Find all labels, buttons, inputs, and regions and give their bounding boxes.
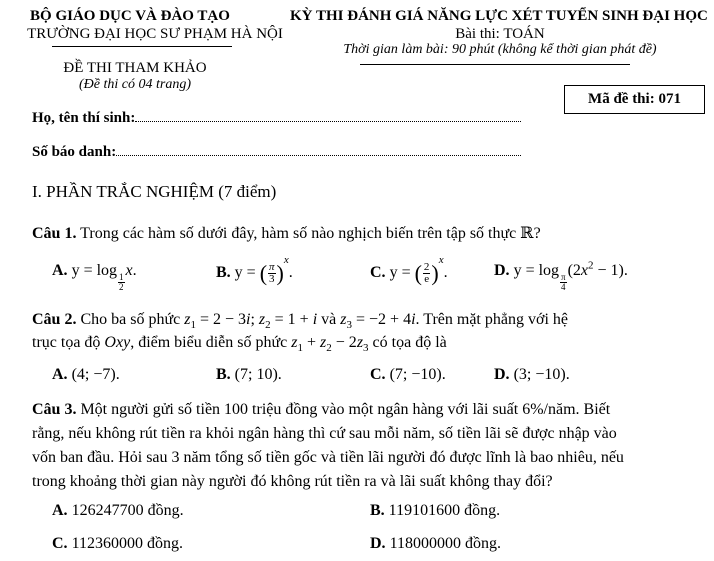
q1-option-b[interactable] — [216, 253, 293, 286]
q2-option-a-key: A. — [52, 366, 68, 383]
q2-option-a-value: (4; −7). — [71, 366, 120, 383]
q1-option-d[interactable] — [494, 259, 628, 293]
q1-option-c[interactable] — [370, 253, 448, 286]
q3-option-c-key: C. — [52, 535, 68, 552]
question-1-label: Câu 1. — [32, 225, 77, 242]
section-title: I. PHẦN TRẮC NGHIỆM (7 điểm) — [32, 182, 277, 201]
candidate-name-label: Họ, tên thí sinh: — [32, 110, 136, 126]
q3-option-a-key: A. — [52, 502, 68, 519]
q2-option-c-value: (7; −10). — [389, 366, 446, 383]
question-3-label: Câu 3. — [32, 401, 77, 418]
q1-option-c-key: C. — [370, 264, 386, 282]
exam-type: ĐỀ THI THAM KHẢO — [63, 60, 207, 76]
q1-option-b-key: B. — [216, 264, 231, 282]
q3-option-a[interactable] — [52, 502, 184, 520]
question-3-line-1 — [32, 398, 610, 422]
q1-option-a-formula: y = log $_{\frac{1}{2}}$ x. — [71, 262, 137, 293]
q2-option-a[interactable] — [52, 366, 120, 384]
exam-code-box — [564, 85, 705, 114]
q2-option-c-key: C. — [370, 366, 386, 383]
q1-option-a[interactable] — [52, 262, 137, 293]
q1-option-b-formula: y = ( $\frac{\pi}{3}$ )$^x$. — [234, 253, 293, 286]
pages-note: (Đề thi có 04 trang) — [79, 77, 191, 92]
q3-option-b[interactable] — [370, 502, 500, 520]
question-2-text-4: trục tọa độ — [32, 334, 101, 351]
q3-option-d-key: D. — [370, 535, 386, 552]
q1-option-d-key: D. — [494, 262, 510, 279]
q2-option-d-value: (3; −10). — [513, 366, 570, 383]
q3-option-d-value: 118000000 đồng. — [389, 535, 501, 552]
exam-title: KỲ THI ĐÁNH GIÁ NĂNG LỰC XÉT TUYỂN SINH ĐẠI HỌC — [290, 8, 708, 24]
q1-option-c-formula: y = ( $\frac{2}{e}$ )$^x$. — [389, 253, 448, 286]
q3-option-d[interactable] — [370, 535, 501, 553]
q2-option-b-value: (7; 10). — [234, 366, 282, 383]
q1-option-a-key: A. — [52, 262, 68, 279]
candidate-id-field[interactable] — [116, 155, 521, 156]
candidate-id-label: Số báo danh: — [32, 144, 117, 160]
q3-option-c[interactable] — [52, 535, 183, 553]
question-2-text-1: Cho ba số phức — [80, 311, 181, 328]
candidate-name-field[interactable] — [135, 121, 521, 122]
question-3-line-3: vốn ban đầu. Hỏi sau 3 năm tổng số tiền gốc và tiền lãi người đó được lĩnh là bao nhiêu, nếu — [32, 449, 624, 466]
exam-code: Mã đề thi: 071 — [588, 91, 681, 107]
divider-left — [52, 46, 232, 47]
q3-option-a-value: 126247700 đồng. — [71, 502, 184, 519]
candidate-id-row — [32, 144, 521, 161]
q2-option-c[interactable] — [370, 366, 446, 384]
ministry-name: BỘ GIÁO DỤC VÀ ĐÀO TẠO — [30, 8, 230, 24]
question-1 — [32, 222, 541, 246]
q2-option-d[interactable] — [494, 366, 570, 384]
question-2-text-3: . Trên mặt phẳng với hệ — [415, 311, 568, 328]
q3-option-b-key: B. — [370, 502, 385, 519]
question-3-line-2: rằng, nếu không rút tiền ra khỏi ngân hàng thì cứ sau mỗi năm, số tiền lãi sẽ được nhập vào — [32, 425, 617, 442]
question-2-text-2: và — [321, 311, 337, 328]
subject: Bài thi: TOÁN — [455, 26, 545, 42]
question-2-text-6: có tọa độ là — [372, 334, 447, 351]
university-name: TRƯỜNG ĐẠI HỌC SƯ PHẠM HÀ NỘI — [27, 26, 283, 42]
question-2-label: Câu 2. — [32, 311, 77, 328]
question-2-line-2: trục tọa độ Oxy, điểm biểu diễn số phức $z_1 + z_2 - 2z_3$ có tọa độ là — [32, 334, 447, 355]
q2-option-b-key: B. — [216, 366, 231, 383]
question-3-line-4: trong khoảng thời gian này người đó không rút tiền ra và lãi suất không thay đổi? — [32, 473, 553, 490]
divider-right — [360, 64, 630, 65]
q3-option-c-value: 112360000 đồng. — [71, 535, 183, 552]
candidate-name-row — [32, 110, 521, 127]
question-2-line-1: Câu 2. Cho ba số phức $z_1 = 2 - 3i$; $z_2 = 1 + i$ và $z_3 = -2 + 4i$. Trên mặt phẳng với hệ — [32, 311, 568, 332]
time-note: Thời gian làm bài: 90 phút (không kể thời gian phát đề) — [343, 42, 657, 57]
question-2-text-5: , điểm biểu diễn số phức — [130, 334, 288, 351]
question-1-text: Trong các hàm số dưới đây, hàm số nào nghịch biến trên tập số thực ℝ? — [80, 225, 541, 242]
q2-option-d-key: D. — [494, 366, 510, 383]
q2-option-b[interactable] — [216, 366, 282, 384]
q3-option-b-value: 119101600 đồng. — [388, 502, 501, 519]
q1-option-d-formula: y = log $_{\frac{\pi}{4}}$ $(2x^2 - 1)$. — [513, 259, 628, 293]
question-3-text-1: Một người gửi số tiền 100 triệu đồng vào một ngân hàng với lãi suất 6%/năm. Biết — [80, 401, 611, 418]
